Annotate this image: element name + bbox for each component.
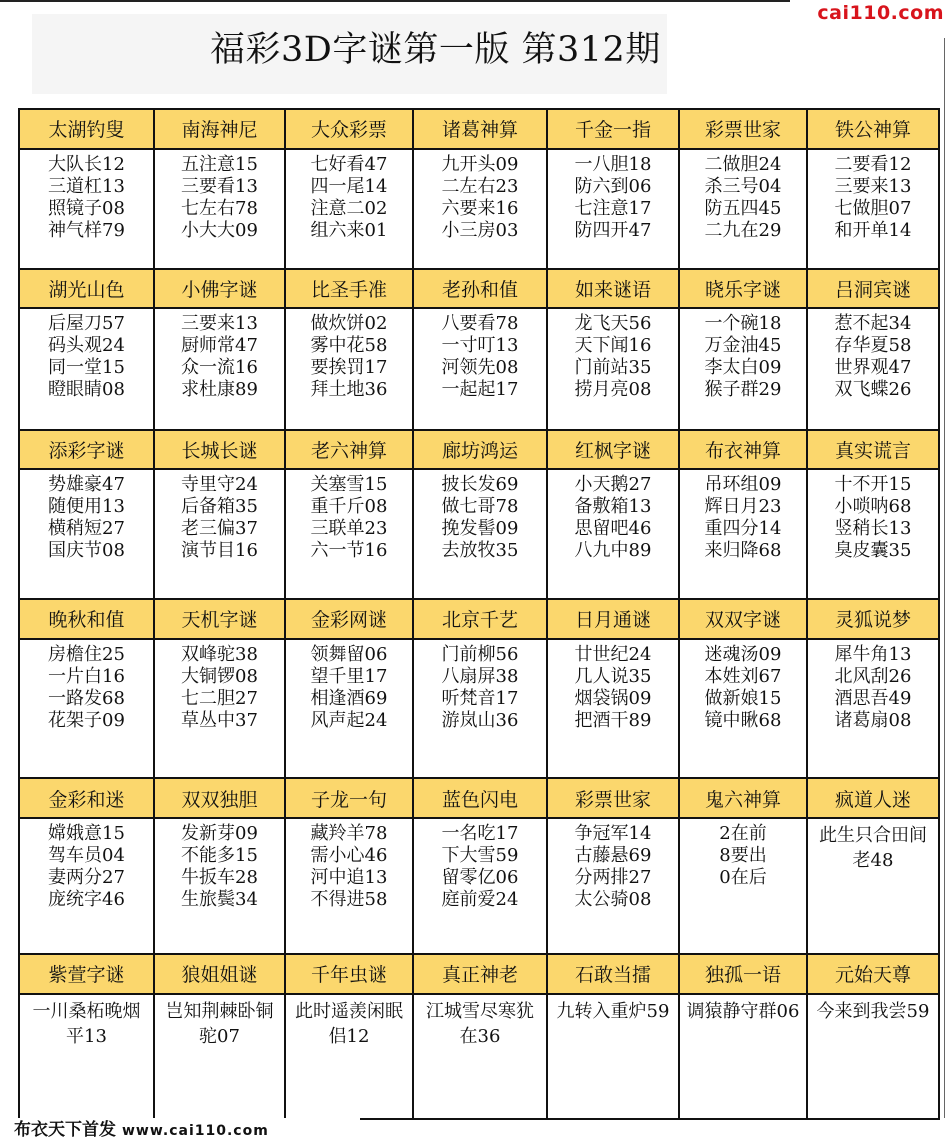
puzzle-cell: [413, 639, 547, 779]
puzzle-cell: [547, 818, 679, 954]
puzzle-line: 小唢呐68: [834, 496, 912, 518]
puzzle-source-name: 红枫字谜: [547, 430, 679, 470]
puzzle-source-name: 铁公神算: [807, 109, 939, 149]
puzzle-line: 诸葛扇08: [834, 709, 912, 731]
puzzle-line: 万金油45: [704, 335, 782, 357]
puzzle-cell: [807, 639, 939, 779]
puzzle-line: 妻两分27: [48, 867, 125, 889]
puzzle-line: 码头观24: [48, 335, 125, 357]
puzzle-source-name: 太湖钓叟: [19, 109, 154, 149]
puzzle-source-name: 湖光山色: [19, 269, 154, 309]
puzzle-line: 听梵音17: [441, 687, 519, 709]
puzzle-source-name: 晓乐字谜: [679, 269, 807, 309]
top-rule: [0, 0, 790, 2]
puzzle-cell: [413, 308, 547, 429]
puzzle-line: 八扇屏38: [441, 665, 519, 687]
puzzle-line: 存华夏58: [834, 335, 912, 357]
puzzle-verse: 一川桑柘晚烟平13: [32, 1000, 141, 1047]
puzzle-line: 八要看78: [441, 313, 519, 335]
puzzle-line: 要挨罚17: [310, 357, 388, 379]
right-rule: [944, 38, 945, 1118]
puzzle-line: 七好看47: [310, 153, 388, 175]
puzzle-source-name: 紫萱字谜: [19, 954, 154, 994]
puzzle-line: 龙飞天56: [574, 313, 652, 335]
puzzle-line: 六一节16: [310, 540, 388, 562]
puzzle-cell: [285, 149, 413, 269]
puzzle-line: 驾车员04: [48, 845, 125, 867]
puzzle-cell: [807, 149, 939, 269]
puzzle-line: 三联单23: [310, 518, 388, 540]
content-row: [19, 469, 939, 599]
puzzle-line: 二左右23: [441, 175, 519, 197]
puzzle-source-name: 金彩网谜: [285, 599, 413, 639]
puzzle-line: 三要来13: [181, 313, 258, 335]
puzzle-line: 竖稍长13: [834, 518, 912, 540]
puzzle-verse: 江城雪尽寒犹在36: [426, 1000, 534, 1047]
puzzle-line: 横稍短27: [48, 518, 125, 540]
puzzle-source-name: 金彩和迷: [19, 778, 154, 818]
puzzle-cell: [19, 994, 154, 1119]
puzzle-cell: [679, 994, 807, 1119]
puzzle-source-name: 子龙一句: [285, 778, 413, 818]
puzzle-source-name: 真正神老: [413, 954, 547, 994]
puzzle-cell: [679, 308, 807, 429]
puzzle-line: 吊环组09: [704, 474, 782, 496]
content-row: [19, 308, 939, 429]
puzzle-source-name: 晚秋和值: [19, 599, 154, 639]
puzzle-line: 一八胆18: [574, 153, 652, 175]
content-row: [19, 994, 939, 1119]
puzzle-line: 需小心46: [310, 845, 388, 867]
puzzle-source-name: 元始天尊: [807, 954, 939, 994]
puzzle-source-name: 布衣神算: [679, 430, 807, 470]
puzzle-cell: [547, 149, 679, 269]
puzzle-line: 生旅鬓34: [181, 889, 258, 911]
puzzle-line: 杀三号04: [704, 175, 782, 197]
puzzle-line: 游岚山36: [441, 709, 519, 731]
puzzle-line: 同一堂15: [48, 357, 125, 379]
puzzle-cell: [19, 308, 154, 429]
puzzle-line: 把酒干89: [574, 709, 652, 731]
footer-url: www.cai110.com: [122, 1123, 269, 1139]
puzzle-line: 门前站35: [574, 357, 652, 379]
puzzle-cell: [679, 469, 807, 599]
puzzle-cell: [19, 818, 154, 954]
puzzle-source-name: 天机字谜: [154, 599, 285, 639]
puzzle-line: 三道杠13: [48, 175, 125, 197]
puzzle-line: 天下闻16: [574, 335, 652, 357]
puzzle-source-name: 如来谜语: [547, 269, 679, 309]
puzzle-line: 望千里17: [310, 665, 388, 687]
puzzle-cell: [413, 149, 547, 269]
puzzle-source-name: 鬼六神算: [679, 778, 807, 818]
puzzle-line: 防五四45: [704, 197, 782, 219]
puzzle-line: 0在后: [719, 867, 767, 889]
puzzle-cell: [285, 639, 413, 779]
puzzle-cell: [679, 639, 807, 779]
puzzle-line: 思留吧46: [574, 518, 652, 540]
puzzle-grid: [18, 108, 940, 1120]
puzzle-line: 和开单14: [834, 219, 912, 241]
puzzle-line: 太公骑08: [574, 889, 652, 911]
puzzle-line: 小天鹅27: [574, 474, 652, 496]
puzzle-line: 小三房03: [441, 219, 519, 241]
puzzle-cell: [413, 818, 547, 954]
puzzle-line: 三要来13: [834, 175, 912, 197]
puzzle-line: 六要来16: [441, 197, 519, 219]
puzzle-line: 李太白09: [704, 357, 782, 379]
puzzle-line: 照镜子08: [48, 197, 125, 219]
puzzle-line: 争冠军14: [574, 823, 652, 845]
puzzle-line: 惹不起34: [834, 313, 912, 335]
puzzle-line: 一寸叮13: [441, 335, 519, 357]
puzzle-line: 披长发69: [441, 474, 519, 496]
puzzle-line: 注意二02: [310, 197, 388, 219]
puzzle-line: 重千斤08: [310, 496, 388, 518]
puzzle-cell: [547, 469, 679, 599]
puzzle-line: 小大大09: [181, 219, 258, 241]
puzzle-cell: [285, 994, 413, 1119]
puzzle-line: 做新娘15: [704, 687, 782, 709]
header-row: [19, 954, 939, 994]
puzzle-source-name: 日月通谜: [547, 599, 679, 639]
puzzle-line: 一路发68: [48, 687, 125, 709]
puzzle-line: 八九中89: [574, 540, 652, 562]
puzzle-line: 花架子09: [48, 709, 125, 731]
puzzle-source-name: 灵狐说梦: [807, 599, 939, 639]
puzzle-cell: [154, 994, 285, 1119]
puzzle-line: 厨师常47: [181, 335, 258, 357]
puzzle-line: 本姓刘67: [704, 665, 782, 687]
puzzle-line: 四一尾14: [310, 175, 388, 197]
puzzle-cell: [679, 149, 807, 269]
puzzle-line: 相逢酒69: [310, 687, 388, 709]
puzzle-line: 三要看13: [181, 175, 258, 197]
puzzle-line: 瞪眼睛08: [48, 379, 125, 401]
puzzle-line: 8要出: [719, 845, 767, 867]
puzzle-cell: [19, 469, 154, 599]
puzzle-cell: [807, 994, 939, 1119]
puzzle-line: 七左右78: [181, 197, 258, 219]
puzzle-line: 七二胆27: [181, 687, 258, 709]
puzzle-source-name: 狼姐姐谜: [154, 954, 285, 994]
puzzle-cell: [413, 469, 547, 599]
puzzle-source-name: 彩票世家: [547, 778, 679, 818]
puzzle-line: 庭前爱24: [441, 889, 519, 911]
puzzle-line: 求杜康89: [181, 379, 258, 401]
puzzle-cell: [547, 308, 679, 429]
puzzle-line: 一个碗18: [704, 313, 782, 335]
footer-banner: [0, 1118, 360, 1142]
puzzle-line: 备敷箱13: [574, 496, 652, 518]
puzzle-cell: [547, 994, 679, 1119]
puzzle-line: 大队长12: [48, 153, 125, 175]
puzzle-cell: [154, 639, 285, 779]
puzzle-cell: [807, 308, 939, 429]
puzzle-line: 五注意15: [181, 153, 258, 175]
puzzle-source-name: 彩票世家: [679, 109, 807, 149]
puzzle-line: 挽发髻09: [441, 518, 519, 540]
puzzle-cell: [679, 818, 807, 954]
puzzle-line: 分两排27: [574, 867, 652, 889]
puzzle-line: 随便用13: [48, 496, 125, 518]
puzzle-cell: [807, 818, 939, 954]
puzzle-line: 河中追13: [310, 867, 388, 889]
puzzle-line: 二要看12: [834, 153, 912, 175]
puzzle-verse: 此生只合田间老48: [819, 825, 927, 872]
puzzle-source-name: 双双独胆: [154, 778, 285, 818]
puzzle-source-name: 千金一指: [547, 109, 679, 149]
puzzle-cell: [285, 469, 413, 599]
puzzle-source-name: 老孙和值: [413, 269, 547, 309]
puzzle-cell: [807, 469, 939, 599]
header-row: [19, 430, 939, 470]
puzzle-line: 关塞雪15: [310, 474, 388, 496]
puzzle-line: 下大雪59: [441, 845, 519, 867]
puzzle-source-name: 比圣手准: [285, 269, 413, 309]
puzzle-verse: 岂知荆棘卧铜驼07: [165, 1000, 274, 1047]
puzzle-cell: [285, 818, 413, 954]
puzzle-source-name: 石敢当擂: [547, 954, 679, 994]
puzzle-line: 双峰驼38: [181, 643, 258, 665]
puzzle-line: 廿世纪24: [574, 643, 652, 665]
puzzle-cell: [19, 149, 154, 269]
puzzle-line: 酒思吾49: [834, 687, 912, 709]
puzzle-line: 不得进58: [310, 889, 388, 911]
puzzle-source-name: 廊坊鸿运: [413, 430, 547, 470]
puzzle-source-name: 蓝色闪电: [413, 778, 547, 818]
puzzle-line: 雾中花58: [310, 335, 388, 357]
puzzle-line: 2在前: [719, 823, 767, 845]
puzzle-line: 古藤悬69: [574, 845, 652, 867]
puzzle-source-name: 千年虫谜: [285, 954, 413, 994]
puzzle-line: 门前柳56: [441, 643, 519, 665]
puzzle-source-name: 长城长谜: [154, 430, 285, 470]
header-row: [19, 599, 939, 639]
puzzle-line: 辉日月23: [704, 496, 782, 518]
puzzle-line: 老三偏37: [181, 518, 258, 540]
puzzle-line: 众一流16: [181, 357, 258, 379]
puzzle-source-name: 吕洞宾谜: [807, 269, 939, 309]
puzzle-line: 一起起17: [441, 379, 519, 401]
puzzle-line: 国庆节08: [48, 540, 125, 562]
content-row: [19, 818, 939, 954]
puzzle-line: 防四开47: [574, 219, 652, 241]
puzzle-verse: 今来到我尝59: [816, 1000, 930, 1022]
puzzle-source-name: 添彩字谜: [19, 430, 154, 470]
puzzle-cell: [154, 149, 285, 269]
puzzle-line: 七注意17: [574, 197, 652, 219]
puzzle-line: 寺里守24: [181, 474, 258, 496]
site-watermark: cai110.com: [817, 2, 944, 24]
puzzle-line: 拜土地36: [310, 379, 388, 401]
puzzle-line: 牛扳车28: [181, 867, 258, 889]
puzzle-line: 一名吃17: [441, 823, 519, 845]
puzzle-source-name: 大众彩票: [285, 109, 413, 149]
puzzle-line: 二九在29: [704, 219, 782, 241]
puzzle-line: 十不开15: [834, 474, 912, 496]
puzzle-line: 几人说35: [574, 665, 652, 687]
puzzle-line: 做七哥78: [441, 496, 519, 518]
puzzle-source-name: 独孤一语: [679, 954, 807, 994]
puzzle-line: 犀牛角13: [834, 643, 912, 665]
puzzle-line: 庞统字46: [48, 889, 125, 911]
puzzle-source-name: 南海神尼: [154, 109, 285, 149]
puzzle-verse: 此时遥羡闲眠侣12: [295, 1000, 403, 1047]
puzzle-verse: 九转入重炉59: [556, 1000, 670, 1022]
header-row: [19, 269, 939, 309]
puzzle-line: 大铜锣08: [181, 665, 258, 687]
puzzle-cell: [547, 639, 679, 779]
puzzle-line: 捞月亮08: [574, 379, 652, 401]
puzzle-line: 臭皮囊35: [834, 540, 912, 562]
puzzle-source-name: 诸葛神算: [413, 109, 547, 149]
puzzle-line: 房檐住25: [48, 643, 125, 665]
puzzle-line: 猴子群29: [704, 379, 782, 401]
puzzle-line: 做炊饼02: [310, 313, 388, 335]
header-row: [19, 778, 939, 818]
puzzle-line: 发新芽09: [181, 823, 258, 845]
puzzle-line: 北风刮26: [834, 665, 912, 687]
puzzle-line: 神气样79: [48, 219, 125, 241]
puzzle-line: 九开头09: [441, 153, 519, 175]
footer-label: 布衣天下首发: [14, 1120, 116, 1140]
puzzle-cell: [154, 818, 285, 954]
puzzle-line: 世界观47: [834, 357, 912, 379]
header-row: [19, 109, 939, 149]
puzzle-cell: [154, 308, 285, 429]
puzzle-source-name: 老六神算: [285, 430, 413, 470]
puzzle-line: 组六来01: [310, 219, 388, 241]
puzzle-line: 双飞蝶26: [834, 379, 912, 401]
puzzle-line: 一片白16: [48, 665, 125, 687]
puzzle-line: 不能多15: [181, 845, 258, 867]
puzzle-line: 二做胆24: [704, 153, 782, 175]
puzzle-line: 势雄豪47: [48, 474, 125, 496]
puzzle-line: 七做胆07: [834, 197, 912, 219]
puzzle-verse: 调猿静守群06: [686, 1000, 800, 1022]
content-row: [19, 639, 939, 779]
puzzle-line: 后备箱35: [181, 496, 258, 518]
puzzle-line: 重四分14: [704, 518, 782, 540]
puzzle-line: 演节目16: [181, 540, 258, 562]
puzzle-line: 藏羚羊78: [310, 823, 388, 845]
puzzle-line: 领舞留06: [310, 643, 388, 665]
content-row: [19, 149, 939, 269]
puzzle-source-name: 北京千艺: [413, 599, 547, 639]
puzzle-cell: [19, 639, 154, 779]
puzzle-line: 草丛中37: [181, 709, 258, 731]
puzzle-line: 留零亿06: [441, 867, 519, 889]
puzzle-line: 防六到06: [574, 175, 652, 197]
puzzle-source-name: 双双字谜: [679, 599, 807, 639]
puzzle-source-name: 真实谎言: [807, 430, 939, 470]
puzzle-cell: [285, 308, 413, 429]
puzzle-line: 迷魂汤09: [704, 643, 782, 665]
puzzle-line: 河领先08: [441, 357, 519, 379]
puzzle-cell: [154, 469, 285, 599]
puzzle-line: 镜中瞅68: [704, 709, 782, 731]
puzzle-line: 风声起24: [310, 709, 388, 731]
puzzle-line: 嫦娥意15: [48, 823, 125, 845]
puzzle-line: 后屋刀57: [48, 313, 125, 335]
puzzle-line: 去放牧35: [441, 540, 519, 562]
page-title: 福彩3D字谜第一版 第312期: [210, 30, 661, 70]
puzzle-cell: [413, 994, 547, 1119]
puzzle-source-name: 小佛字谜: [154, 269, 285, 309]
puzzle-line: 烟袋锅09: [574, 687, 652, 709]
puzzle-source-name: 疯道人迷: [807, 778, 939, 818]
puzzle-line: 来归降68: [704, 540, 782, 562]
